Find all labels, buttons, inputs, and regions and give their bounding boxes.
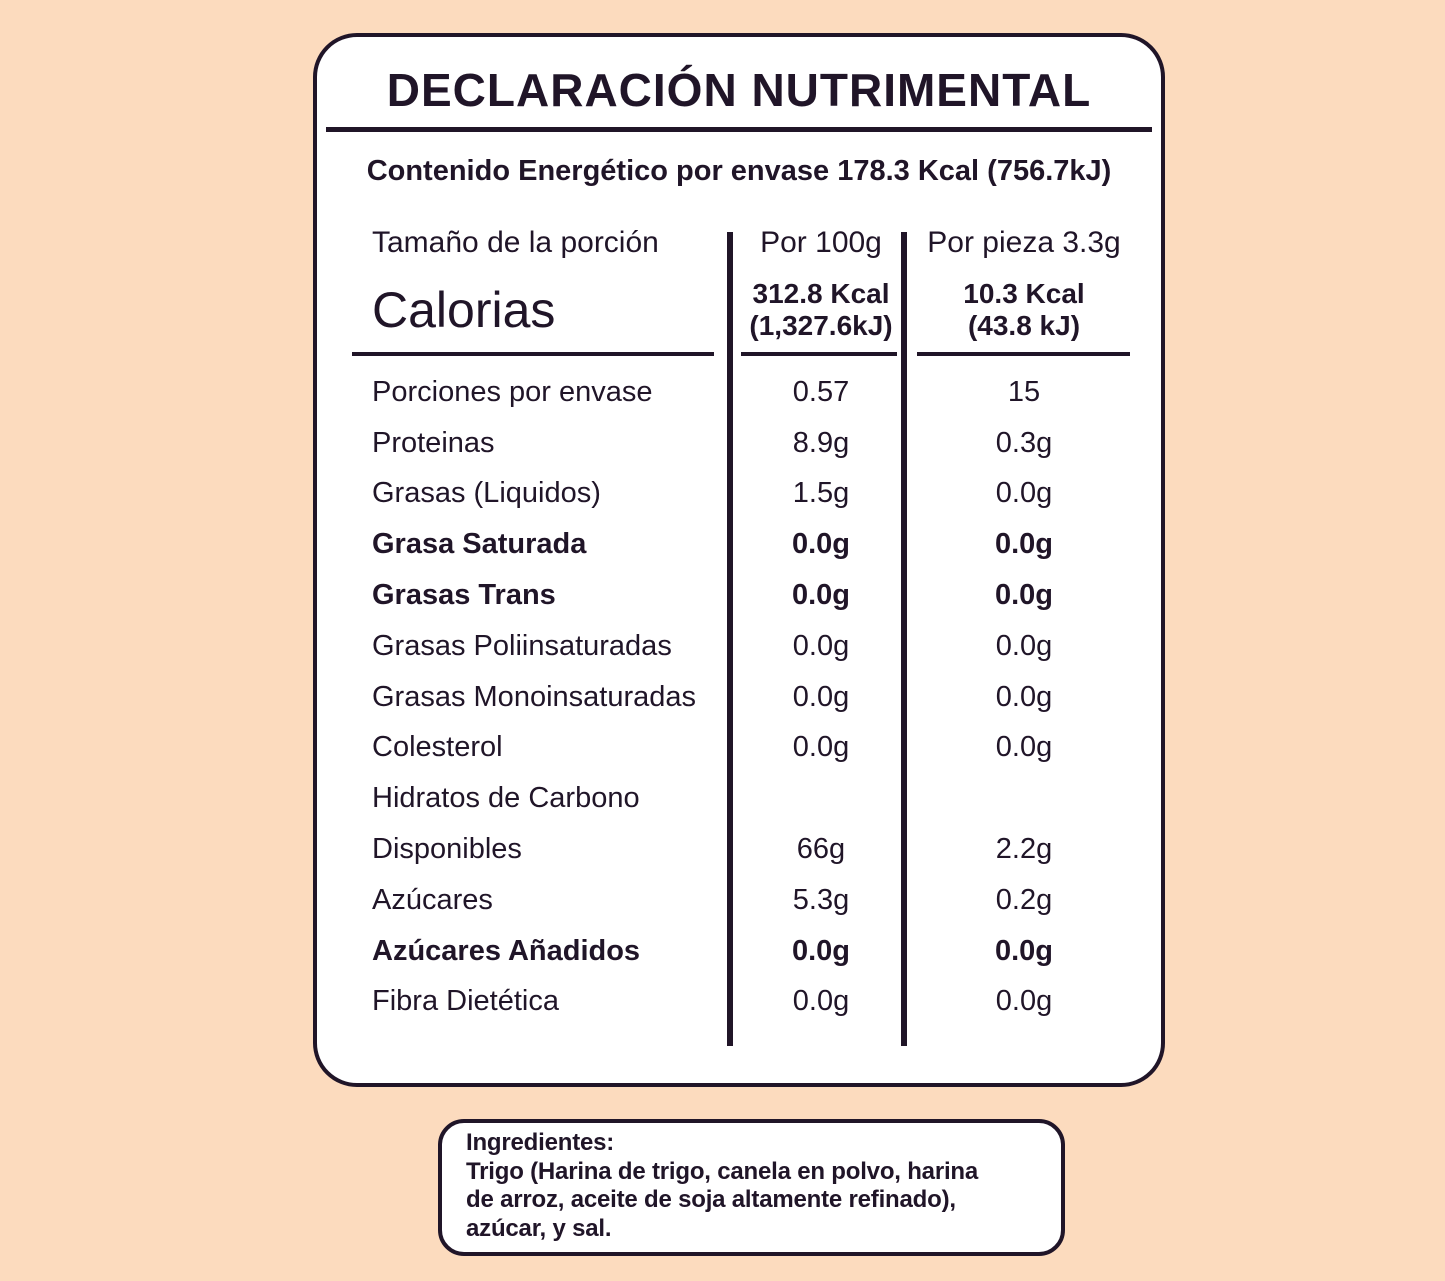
nutrient-label: Fibra Dietética	[372, 985, 559, 1018]
nutrient-per-100g: 0.0g	[792, 731, 850, 764]
nutrient-per-piece: 0.0g	[995, 985, 1053, 1018]
nutrient-label: Hidratos de Carbono	[372, 782, 640, 815]
nutrient-per-100g: 0.0g	[792, 629, 850, 662]
nutrient-per-piece: 0.0g	[995, 477, 1053, 510]
nutrient-label: Azúcares Añadidos	[372, 934, 641, 967]
nutrient-per-piece: 0.2g	[995, 883, 1053, 916]
ingredients-title: Ingredientes:	[466, 1129, 615, 1156]
nutrient-per-100g: 0.0g	[791, 528, 851, 561]
table-row	[317, 723, 1161, 774]
energy-per-package-line: Contenido Energético por envase 178.3 Kcal (756.7kJ)	[366, 155, 1112, 187]
table-row	[317, 672, 1161, 723]
table-row	[317, 875, 1161, 926]
calories-per-piece-kj: (43.8 kJ)	[967, 310, 1081, 341]
nutrient-label: Colesterol	[372, 731, 503, 764]
table-row	[317, 418, 1161, 469]
nutrient-per-100g: 5.3g	[792, 883, 850, 916]
nutrient-label: Disponibles	[372, 833, 522, 866]
nutrient-label: Grasas Poliinsaturadas	[372, 629, 672, 662]
nutrient-per-100g: 0.0g	[791, 934, 851, 967]
title-divider	[326, 127, 1152, 132]
per-100g-column-underline	[741, 352, 897, 356]
nutrient-label: Proteinas	[372, 426, 495, 459]
calories-label: Calorias	[372, 282, 556, 338]
nutrient-label: Grasas Trans	[372, 579, 556, 612]
column-divider-per-100g	[727, 232, 733, 1046]
nutrient-per-piece: 2.2g	[995, 833, 1053, 866]
nutrient-per-100g: 0.0g	[792, 680, 850, 713]
nutrient-per-100g: 8.9g	[792, 426, 850, 459]
nutrient-per-piece: 0.0g	[994, 528, 1054, 561]
nutrient-label: Grasas Monoinsaturadas	[372, 680, 696, 713]
nutrition-table	[317, 224, 1161, 1027]
nutrient-label: Grasa Saturada	[372, 528, 587, 561]
per-piece-column-header: Por pieza 3.3g	[927, 226, 1121, 259]
nutrient-per-100g: 0.0g	[792, 985, 850, 1018]
column-divider-per-piece	[901, 232, 907, 1046]
table-header-row	[317, 224, 1161, 262]
nutrient-per-100g: 1.5g	[792, 477, 850, 510]
ingredients-line: Trigo (Harina de trigo, canela en polvo, harina	[466, 1157, 979, 1185]
nutrient-per-100g: 0.57	[792, 375, 850, 408]
ingredients-box	[438, 1119, 1065, 1256]
nutrient-rows	[317, 367, 1161, 1027]
calories-per-piece-kcal: 10.3 Kcal	[963, 278, 1085, 309]
nutrient-per-piece: 0.3g	[995, 426, 1053, 459]
table-row	[317, 519, 1161, 570]
nutrient-label: Porciones por envase	[372, 375, 653, 408]
calories-per-100g	[742, 276, 900, 344]
table-row	[317, 469, 1161, 520]
table-row	[317, 621, 1161, 672]
header-underline	[317, 352, 1161, 356]
ingredients-line: azúcar, y sal.	[466, 1214, 612, 1242]
nutrient-per-piece: 15	[1007, 375, 1041, 408]
table-row	[317, 773, 1161, 824]
nutrient-per-piece: 0.0g	[995, 731, 1053, 764]
nutrient-per-piece: 0.0g	[995, 680, 1053, 713]
nutrient-per-piece: 0.0g	[994, 934, 1054, 967]
table-row	[317, 570, 1161, 621]
calories-per-piece	[914, 276, 1134, 344]
table-row	[317, 367, 1161, 418]
per-100g-column-header: Por 100g	[760, 226, 882, 259]
calories-header-row	[317, 262, 1161, 344]
table-row	[317, 824, 1161, 875]
table-row	[317, 977, 1161, 1028]
serving-size-label: Tamaño de la porción	[372, 226, 659, 259]
label-title: DECLARACIÓN NUTRIMENTAL	[386, 64, 1092, 116]
per-piece-column-underline	[917, 352, 1130, 356]
label-column-underline	[352, 352, 714, 356]
nutrition-label-card	[313, 33, 1165, 1087]
nutrient-label: Grasas (Liquidos)	[372, 477, 601, 510]
nutrient-label: Azúcares	[372, 883, 493, 916]
calories-per-100g-kcal: 312.8 Kcal	[752, 278, 890, 309]
nutrient-per-100g: 66g	[796, 833, 846, 866]
calories-per-100g-kj: (1,327.6kJ)	[749, 310, 893, 341]
nutrient-per-100g: 0.0g	[791, 579, 851, 612]
nutrient-per-piece: 0.0g	[995, 629, 1053, 662]
ingredients-line: de arroz, aceite de soja altamente refinado),	[466, 1186, 956, 1213]
nutrient-per-piece: 0.0g	[994, 579, 1054, 612]
table-row	[317, 926, 1161, 977]
